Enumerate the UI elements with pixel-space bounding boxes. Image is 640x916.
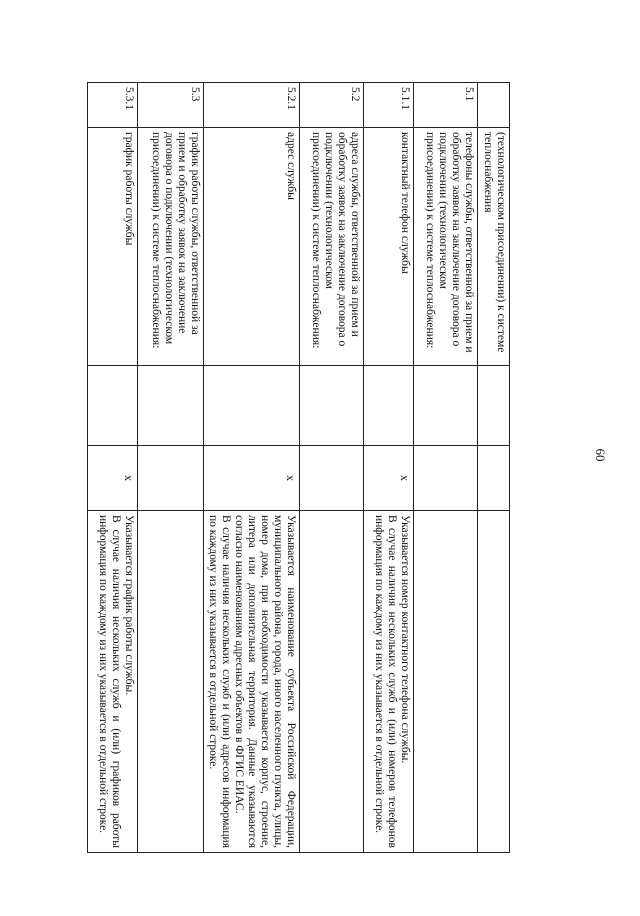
row-description bbox=[414, 511, 478, 853]
row-format-mark: x bbox=[88, 446, 138, 511]
row-empty-cell bbox=[88, 366, 138, 446]
row-description bbox=[88, 511, 138, 853]
description-paragraph: Указывается наименование субъекта Российской Федерации, муниципального района, города, иного населенного пункта, улицы, номер дома, при необходимости указывается корпус, строение, литера или дополнительная территория. Данные указываются согласно наименованиям адресных объектов в ФГИС ЕИАС. bbox=[233, 515, 297, 848]
row-format-mark: x bbox=[364, 446, 414, 511]
row-parameter-name: телефоны службы, ответственной за прием и обработку заявок на заключение договора о подключении (технологическом присоединении) к системе теплоснабжения: bbox=[414, 128, 478, 366]
table-row bbox=[414, 83, 478, 853]
table-row bbox=[138, 83, 204, 853]
row-number: 5.1.1 bbox=[364, 83, 414, 128]
row-format-mark: x bbox=[204, 446, 300, 511]
table-row bbox=[478, 83, 510, 853]
row-description bbox=[478, 511, 510, 853]
row-parameter-name: контактный телефон службы bbox=[364, 128, 414, 366]
row-parameter-name: адреса службы, ответственной за прием и обработку заявок на заключение договора о подключении (технологическом присоединении) к системе теплоснабжения: bbox=[300, 128, 364, 366]
row-description bbox=[300, 511, 364, 853]
table-row bbox=[88, 83, 138, 853]
table-row bbox=[364, 83, 414, 853]
row-number: 5.3 bbox=[138, 83, 204, 128]
row-empty-cell bbox=[138, 366, 204, 446]
description-paragraph: Указывается номер контактного телефона службы. bbox=[399, 515, 411, 764]
row-number bbox=[478, 83, 510, 128]
table-row bbox=[204, 83, 300, 853]
row-number: 5.3.1 bbox=[88, 83, 138, 128]
row-empty-cell bbox=[414, 366, 478, 446]
description-paragraph: В случае наличия нескольких служб и (или) графиков работы информация по каждому из них указывается в отдельной строке. bbox=[97, 515, 122, 848]
row-empty-cell bbox=[478, 366, 510, 446]
row-format-mark bbox=[478, 446, 510, 511]
row-format-mark bbox=[414, 446, 478, 511]
row-empty-cell bbox=[300, 366, 364, 446]
row-parameter-name: график работы службы bbox=[88, 128, 138, 366]
requirements-table bbox=[87, 82, 510, 853]
page-number: 60 bbox=[593, 448, 608, 462]
description-paragraph: В случае наличия нескольких служб и (или) адресов информация по каждому из них указывается в отдельной строке. bbox=[207, 515, 232, 848]
row-description bbox=[364, 511, 414, 853]
row-format-mark bbox=[138, 446, 204, 511]
row-parameter-name: адрес службы bbox=[204, 128, 300, 366]
row-description bbox=[204, 511, 300, 853]
row-number: 5.1 bbox=[414, 83, 478, 128]
row-number: 5.2.1 bbox=[204, 83, 300, 128]
row-empty-cell bbox=[204, 366, 300, 446]
table-row bbox=[300, 83, 364, 853]
row-parameter-name: (технологическом присоединении) к системе теплоснабжения bbox=[478, 128, 510, 366]
description-paragraph: Указывается график работы службы. bbox=[123, 515, 135, 696]
row-empty-cell bbox=[364, 366, 414, 446]
row-format-mark bbox=[300, 446, 364, 511]
description-paragraph: В случае наличия нескольких служб и (или) номеров телефонов информация по каждому из них указывается в отдельной строке. bbox=[373, 515, 398, 848]
row-number: 5.2 bbox=[300, 83, 364, 128]
row-parameter-name: график работы службы, ответственной за прием и обработку заявок на заключение договора о подключении (технологическом присоединении) к системе теплоснабжения: bbox=[138, 128, 204, 366]
row-description bbox=[138, 511, 204, 853]
